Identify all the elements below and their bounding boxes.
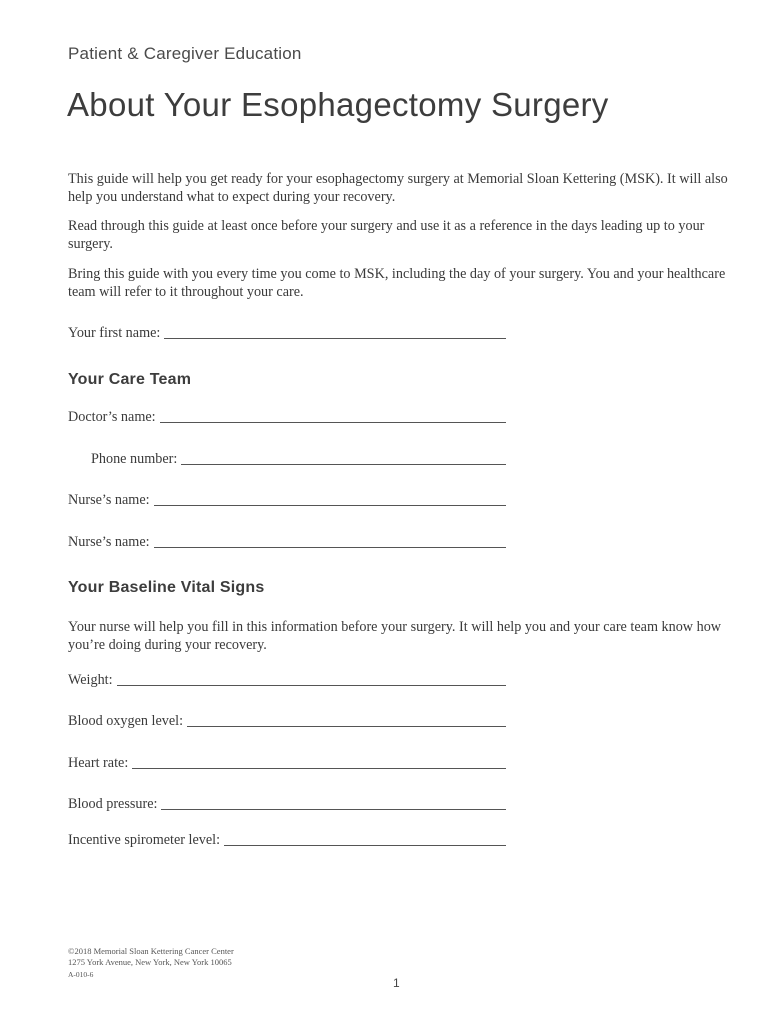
- heart-rate-label: Heart rate:: [68, 755, 129, 771]
- doctor-name-input-line[interactable]: [160, 408, 506, 423]
- heart-rate-input-line[interactable]: [132, 754, 506, 769]
- care-team-heading: Your Care Team: [68, 371, 192, 388]
- page-number: 1: [393, 976, 400, 990]
- heart-rate-field[interactable]: [68, 752, 506, 772]
- spirometer-field[interactable]: [68, 829, 506, 849]
- nurse-name-field-2[interactable]: [68, 531, 506, 551]
- intro-paragraph-1: This guide will help you get ready for your esophagectomy surgery at Memorial Sloan Kettering (MSK). It will also help you understand what to expect during your recovery.: [68, 171, 728, 205]
- weight-label: Weight:: [68, 672, 113, 688]
- footer-address: 1275 York Avenue, New York, New York 10065: [68, 957, 232, 967]
- page-title: About Your Esophagectomy Surgery: [67, 86, 609, 123]
- phone-number-input-line[interactable]: [181, 450, 506, 465]
- blood-pressure-field[interactable]: [68, 793, 506, 813]
- phone-number-label: Phone number:: [91, 451, 178, 467]
- blood-oxygen-input-line[interactable]: [187, 712, 506, 727]
- first-name-field[interactable]: [68, 322, 506, 342]
- vitals-heading: Your Baseline Vital Signs: [68, 579, 265, 596]
- blood-pressure-label: Blood pressure:: [68, 796, 158, 812]
- intro-paragraph-3: Bring this guide with you every time you come to MSK, including the day of your surgery. You and your healthcare team will refer to it throughout your care.: [68, 266, 726, 300]
- blood-oxygen-field[interactable]: [68, 710, 506, 730]
- doctor-name-label: Doctor’s name:: [68, 409, 156, 425]
- first-name-input-line[interactable]: [164, 324, 506, 339]
- nurse-name-field-1[interactable]: [68, 489, 506, 509]
- spirometer-input-line[interactable]: [224, 831, 506, 846]
- footer-copyright: ©2018 Memorial Sloan Kettering Cancer Center: [68, 946, 234, 956]
- doctor-name-field[interactable]: [68, 406, 506, 426]
- nurse-name-label-2: Nurse’s name:: [68, 534, 150, 550]
- phone-number-field[interactable]: [91, 448, 506, 468]
- eyebrow-label: Patient & Caregiver Education: [68, 44, 302, 63]
- blood-pressure-input-line[interactable]: [161, 795, 506, 810]
- weight-input-line[interactable]: [117, 671, 506, 686]
- spirometer-label: Incentive spirometer level:: [68, 832, 221, 848]
- weight-field[interactable]: [68, 669, 506, 689]
- nurse-name-input-line-1[interactable]: [154, 491, 506, 506]
- vitals-intro-paragraph: Your nurse will help you fill in this information before your surgery. It will help you and your care team know how you’re doing during your recovery.: [68, 619, 722, 653]
- blood-oxygen-label: Blood oxygen level:: [68, 713, 184, 729]
- footer-document-code: A-010-6: [68, 970, 94, 979]
- nurse-name-input-line-2[interactable]: [154, 533, 506, 548]
- first-name-label: Your first name:: [68, 325, 161, 341]
- intro-paragraph-2: Read through this guide at least once before your surgery and use it as a reference in the days leading up to your surgery.: [68, 218, 705, 252]
- nurse-name-label-1: Nurse’s name:: [68, 492, 150, 508]
